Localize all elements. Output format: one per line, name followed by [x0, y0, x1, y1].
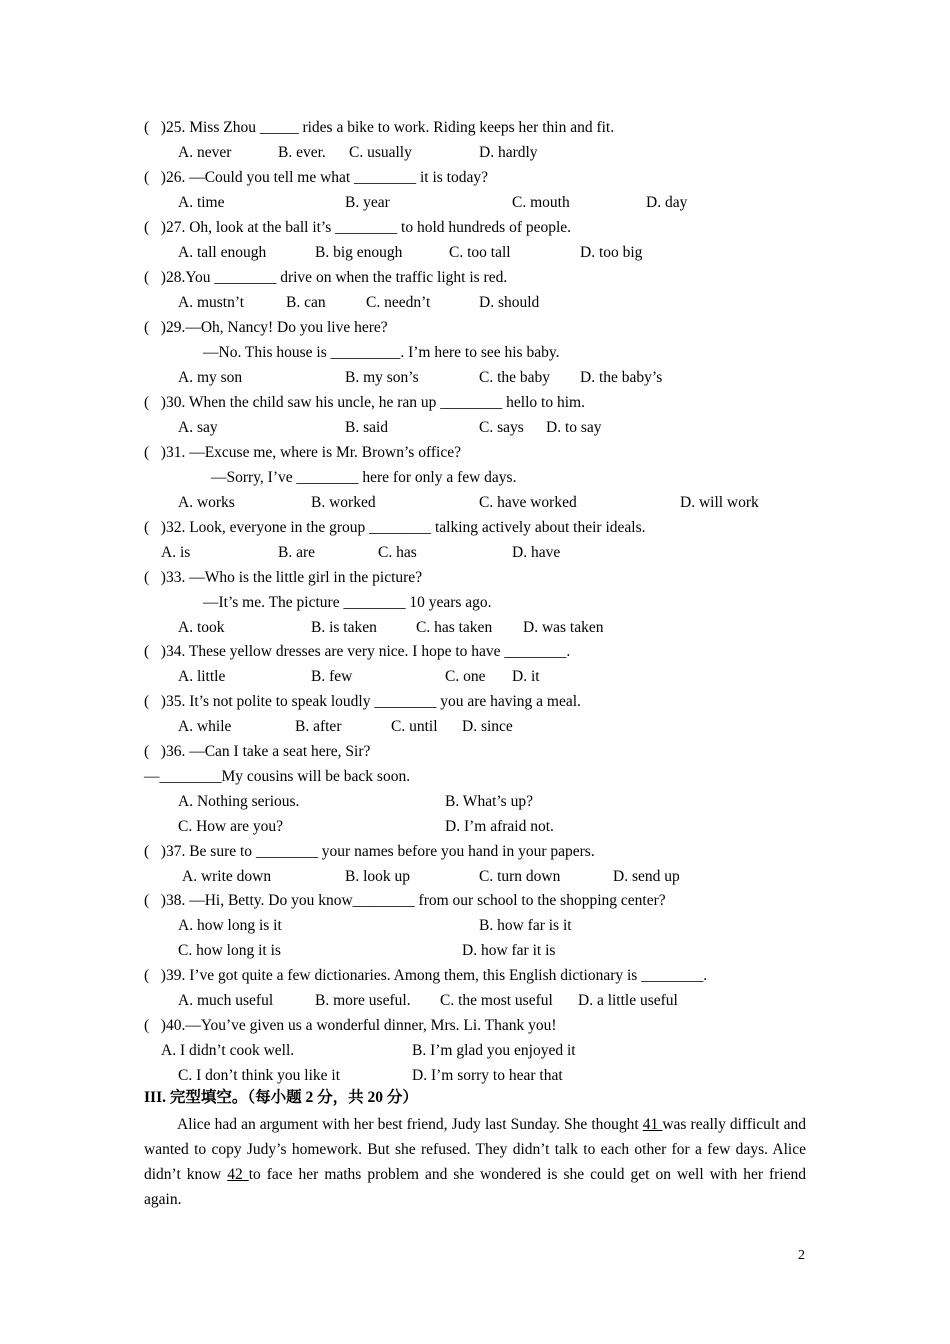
option-d: D. too big: [580, 244, 643, 261]
question-29-stem: ( )29.—Oh, Nancy! Do you live here?: [144, 319, 388, 336]
option-d: D. will work: [680, 494, 759, 511]
option-c: C. has: [378, 544, 417, 561]
option-d: D. send up: [613, 868, 680, 885]
question-31-stem: ( )31. —Excuse me, where is Mr. Brown’s office?: [144, 444, 461, 461]
option-d: D. have: [512, 544, 561, 561]
option-c: C. how long it is: [178, 942, 281, 959]
question-38-stem: ( )38. —Hi, Betty. Do you know________ from our school to the shopping center?: [144, 892, 666, 909]
option-d: D. a little useful: [578, 992, 678, 1009]
option-a: A. much useful: [178, 992, 274, 1009]
option-b: B. how far is it: [479, 917, 572, 934]
blank-41: 41: [642, 1116, 663, 1133]
blank-42: 42: [227, 1166, 249, 1183]
option-a: A. time: [178, 194, 225, 211]
option-d: D. to say: [546, 419, 602, 436]
passage-text-2: was really difficult and wanted to copy Judy’s homework. But she refused. They didn’t talk to each other for a few days. Alice didn’t know: [144, 1116, 806, 1183]
option-d: D. it: [512, 668, 540, 685]
option-c: C. has taken: [416, 619, 493, 636]
question-36-reply: —________My cousins will be back soon.: [144, 768, 411, 785]
option-c: C. too tall: [449, 244, 511, 261]
option-a: A. is: [161, 544, 191, 561]
option-b: B. after: [295, 718, 342, 735]
question-31-reply: —Sorry, I’ve ________ here for only a few days.: [211, 469, 517, 486]
question-25-stem: ( )25. Miss Zhou _____ rides a bike to work. Riding keeps her thin and fit.: [144, 119, 615, 136]
question-34-stem: ( )34. These yellow dresses are very nice. I hope to have ________.: [144, 643, 571, 660]
option-a: A. works: [178, 494, 235, 511]
option-d: D. I’m afraid not.: [445, 818, 554, 835]
passage-text-1: Alice had an argument with her best friend, Judy last Sunday. She thought: [177, 1116, 643, 1133]
option-a: A. say: [178, 419, 218, 436]
question-36-stem: ( )36. —Can I take a seat here, Sir?: [144, 743, 371, 760]
option-a: A. tall enough: [178, 244, 267, 261]
option-a: A. while: [178, 718, 232, 735]
option-d: D. should: [479, 294, 540, 311]
option-c: C. turn down: [479, 868, 561, 885]
option-c: C. the baby: [479, 369, 551, 386]
question-30-stem: ( )30. When the child saw his uncle, he ran up ________ hello to him.: [144, 394, 585, 411]
option-b: B. year: [345, 194, 390, 211]
option-d: D. I’m sorry to hear that: [412, 1067, 563, 1084]
option-c: C. until: [391, 718, 438, 735]
option-b: B. my son’s: [345, 369, 419, 386]
option-b: B. What’s up?: [445, 793, 533, 810]
question-37-stem: ( )37. Be sure to ________ your names before you hand in your papers.: [144, 843, 595, 860]
option-c: C. needn’t: [366, 294, 431, 311]
question-26-stem: ( )26. —Could you tell me what ________ it is today?: [144, 169, 488, 186]
option-a: A. never: [178, 144, 232, 161]
option-b: B. more useful.: [315, 992, 411, 1009]
option-b: B. are: [278, 544, 316, 561]
option-b: B. few: [311, 668, 353, 685]
option-d: D. how far it is: [462, 942, 556, 959]
option-a: A. mustn’t: [178, 294, 245, 311]
option-c: C. How are you?: [178, 818, 284, 835]
option-c: C. usually: [349, 144, 412, 161]
passage-text-3: to face her maths problem and she wondered is she could get on well with her friend again.: [144, 1166, 806, 1208]
option-a: A. my son: [178, 369, 243, 386]
option-c: C. says: [479, 419, 524, 436]
option-c: C. I don’t think you like it: [178, 1067, 341, 1084]
option-a: A. I didn’t cook well.: [161, 1042, 295, 1059]
option-b: B. big enough: [315, 244, 403, 261]
page-number: 2: [798, 1248, 805, 1263]
option-a: A. how long is it: [178, 917, 282, 934]
option-a: A. Nothing serious.: [178, 793, 300, 810]
option-b: B. ever.: [278, 144, 326, 161]
question-35-stem: ( )35. It’s not polite to speak loudly ________ you are having a meal.: [144, 693, 581, 710]
option-c: C. one: [445, 668, 486, 685]
option-c: C. the most useful: [440, 992, 553, 1009]
option-b: B. is taken: [311, 619, 377, 636]
option-d: D. day: [646, 194, 688, 211]
option-d: D. hardly: [479, 144, 538, 161]
question-39-stem: ( )39. I’ve got quite a few dictionaries. Among them, this English dictionary is ________.: [144, 967, 708, 984]
option-b: B. worked: [311, 494, 376, 511]
option-d: D. since: [462, 718, 513, 735]
option-b: B. said: [345, 419, 389, 436]
option-d: D. the baby’s: [580, 369, 663, 386]
question-32-stem: ( )32. Look, everyone in the group ________ talking actively about their ideals.: [144, 519, 646, 536]
question-28-stem: ( )28.You ________ drive on when the traffic light is red.: [144, 269, 508, 286]
option-c: C. have worked: [479, 494, 577, 511]
question-27-stem: ( )27. Oh, look at the ball it’s ________ to hold hundreds of people.: [144, 219, 572, 236]
option-a: A. write down: [182, 868, 272, 885]
question-33-stem: ( )33. —Who is the little girl in the picture?: [144, 569, 423, 586]
option-c: C. mouth: [512, 194, 570, 211]
option-a: A. took: [178, 619, 225, 636]
question-33-reply: —It’s me. The picture ________ 10 years ago.: [203, 594, 492, 611]
section-heading: III. 完型填空。（每小题 2 分，共 20 分）: [144, 1089, 418, 1106]
option-d: D. was taken: [523, 619, 604, 636]
option-b: B. look up: [345, 868, 411, 885]
question-40-stem: ( )40.—You’ve given us a wonderful dinner, Mrs. Li. Thank you!: [144, 1017, 557, 1034]
option-a: A. little: [178, 668, 226, 685]
option-b: B. can: [286, 294, 326, 311]
option-b: B. I’m glad you enjoyed it: [412, 1042, 576, 1059]
question-29-reply: —No. This house is _________. I’m here to see his baby.: [203, 344, 560, 361]
cloze-passage: [144, 1112, 806, 1212]
